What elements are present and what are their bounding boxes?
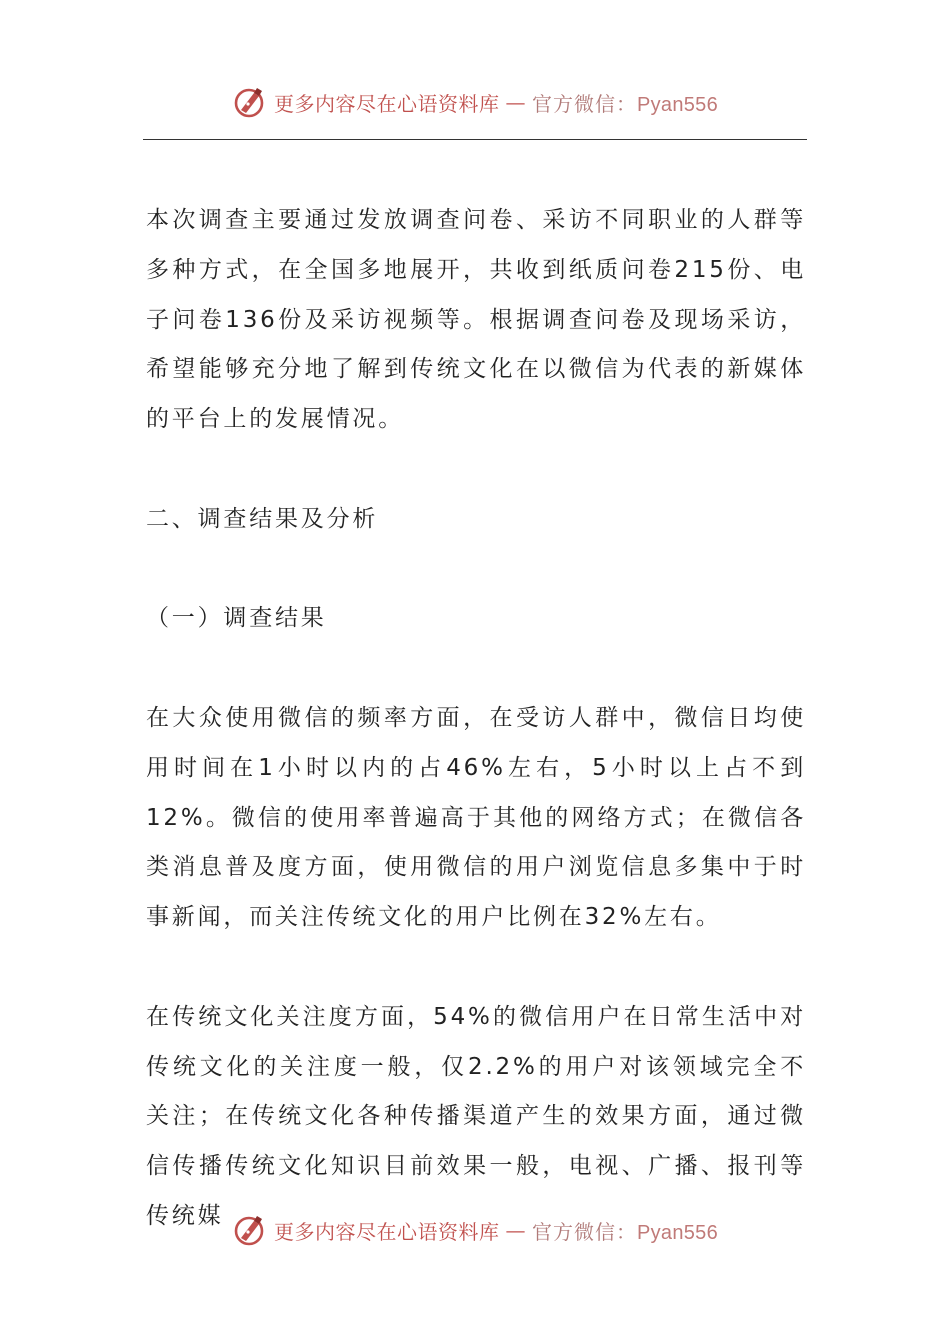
document-body [146,196,806,1242]
subsection-heading: （一）调查结果 [146,605,327,632]
header-divider [143,139,807,140]
pen-nib-circle-logo-icon [232,1212,268,1248]
footer-slogan: 更多内容尽在心语资料库 [273,1219,500,1244]
footer-wechat-id: Pyan556 [636,1221,719,1244]
header-dash: — [505,90,526,114]
pen-nib-circle-logo-icon [232,84,268,120]
header-contact [532,88,718,117]
spacer [146,943,806,993]
footer-dash: — [505,1218,526,1242]
spacer [146,644,806,694]
header-contact-prefix: 官方微信： [531,91,637,116]
header-slogan: 更多内容尽在心语资料库 [273,91,500,116]
header-wechat-id: Pyan556 [636,93,719,116]
section-heading: 二、调查结果及分析 [146,505,379,532]
intro-paragraph: 本次调查主要通过发放调查问卷、采访不同职业的人群等多种方式，在全国多地展开，共收到纸质问卷215份、电子问卷136份及采访视频等。根据调查问卷及现场采访，希望能够充分地了解到传统文化在以微信为代表的新媒体的平台上的发展情况。 [146,207,806,433]
results-paragraph-2: 在传统文化关注度方面，54%的微信用户在日常生活中对传统文化的关注度一般，仅2.2%的用户对该领域完全不关注；在传统文化各种传播渠道产生的效果方面，通过微信传播传统文化知识目前效果一般，电视、广播、报刊等传统媒 [146,1003,806,1229]
spacer [146,445,806,495]
header-banner [0,82,950,122]
spacer [146,545,806,595]
results-paragraph-1: 在大众使用微信的频率方面，在受访人群中，微信日均使用时间在1小时以内的占46%左右，5小时以上占不到12%。微信的使用率普遍高于其他的网络方式；在微信各类消息普及度方面，使用微信的用户浏览信息多集中于时事新闻，而关注传统文化的用户比例在32%左右。 [146,704,806,931]
footer-contact [532,1216,718,1245]
footer-contact-prefix: 官方微信： [531,1219,637,1244]
footer-banner [0,1210,950,1250]
